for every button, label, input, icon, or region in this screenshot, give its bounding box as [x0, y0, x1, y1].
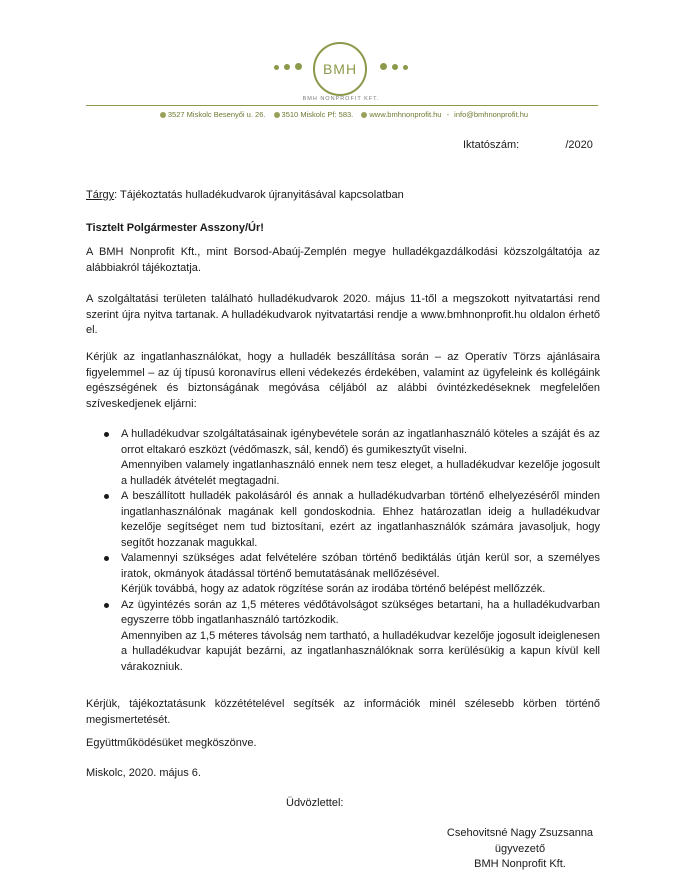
bullet-extra: Amennyiben az 1,5 méteres távolság nem tartható, a hulladékudvar kezelője jogosult ideiglenesen a hulladékudvar kapuját bezárni, az ingatlanhasználóknak sorra kerülésükig a kapun kívül kell várakozniuk. — [121, 629, 600, 673]
logo-dot — [274, 65, 279, 70]
signatory-company: BMH Nonprofit Kft. — [474, 858, 566, 870]
address-postal: 3510 Miskolc Pf: 583. — [281, 110, 354, 119]
subject-text: : Tájékoztatás hulladékudvarok újranyitásával kapcsolatban — [114, 189, 404, 201]
list-item — [86, 427, 600, 489]
website-link[interactable]: www.bmhnonprofit.hu — [369, 110, 442, 119]
date-line: Miskolc, 2020. május 6. — [86, 767, 201, 779]
subject-label: Tárgy — [86, 189, 115, 201]
bullet-main: A beszállított hulladék pakolásáról és annak a hulladékudvarban történő elhelyezéséről minden ingatlanhasználónak magának kell gondoskodnia. Ehhez határozatlan ideig a hulladékudvar kezelője segítséget nem tud biztosítani, ezért az ingatlanhasználók számára javasoljuk, hogy segítőt hozzanak magukkal. — [121, 490, 600, 549]
subject-line — [86, 188, 600, 204]
bullet-icon — [104, 432, 109, 437]
bullet-extra: Kérjük továbbá, hogy az adatok rögzítése során az irodába történő belépést mellőzzék. — [121, 583, 546, 595]
closing-paragraph: Kérjük, tájékoztatásunk közzétételével segítsék az információk minél szélesebb körben történő megismertetését. — [86, 698, 600, 726]
logo-subtitle: BMH NONPROFIT KFT. — [302, 96, 380, 102]
signature-block — [420, 826, 620, 873]
bullet-icon — [104, 556, 109, 561]
list-item — [86, 551, 600, 598]
logo-mark: BMH — [313, 42, 367, 96]
bullet-extra: Amennyiben valamely ingatlanhasználó ennek nem tesz eleget, a hulladékudvar kezelője jogosult a hulladék átvételét megtagadni. — [121, 459, 600, 487]
bullet-main: A hulladékudvar szolgáltatásainak igénybevétele során az ingatlanhasználó köteles a száját és az orrot eltakaró eszközt (védőmaszk, sál, kendő) és gumikesztyűt viselni. — [121, 428, 600, 456]
bullet-main: Valamennyi szükséges adat felvételére szóban történő bediktálás útján kerül sor, a személyes iratok, okmányok átadással történő bemutatásának mellőzésével. — [121, 552, 600, 580]
measures-list — [86, 427, 600, 675]
logo-dot — [380, 63, 387, 70]
logo-dot — [403, 65, 408, 70]
request-paragraph: Kérjük az ingatlanhasználókat, hogy a hulladék beszállítása során – az Operatív Törzs ajánlásaira figyelemmel – az új típusú koronavírus elleni védekezés érdekében, valamint az ügyfeleink és kollégáink egészségének és biztonságának megóvása céljából az alábbi óvintézkedéseknek megfelelően szíveskedjenek eljárni: — [86, 351, 600, 410]
bullet-icon — [104, 494, 109, 499]
reference-label: Iktatószám: — [463, 139, 520, 151]
signatory-name: Csehovitsné Nagy Zsuzsanna — [446, 827, 594, 839]
contact-separator: - — [446, 110, 450, 119]
header-divider — [86, 105, 598, 106]
bullet-icon — [160, 112, 166, 118]
contact-line — [0, 110, 682, 119]
logo-dot — [295, 63, 302, 70]
list-item — [86, 489, 600, 551]
bullet-icon — [104, 603, 109, 608]
list-item — [86, 598, 600, 676]
address-primary: 3527 Miskolc Besenyői u. 26. — [167, 110, 266, 119]
email-link[interactable]: info@bmhnonprofit.hu — [454, 110, 529, 119]
salutation: Tisztelt Polgármester Asszony/Úr! — [86, 222, 264, 234]
bullet-icon — [361, 112, 367, 118]
signatory-title: ügyvezető — [494, 842, 546, 855]
reference-value: /2020 — [565, 139, 593, 151]
bullet-icon — [274, 112, 280, 118]
greeting: Üdvözlettel: — [286, 797, 344, 809]
reference-number — [463, 138, 593, 154]
opening-hours-paragraph: A szolgáltatási területen található hulladékudvarok 2020. május 11-től a megszokott nyitvatartási rend szerint újra nyitva tartanak. A hulladékudvarok nyitvatartási rendje a www.bmhnonprofit.hu oldalon érhető el. — [86, 293, 600, 336]
intro-paragraph: A BMH Nonprofit Kft., mint Borsod-Abaúj-Zemplén megye hulladékgazdálkodási közszolgáltatója az alábbiakról tájékoztatja. — [86, 246, 600, 274]
logo-dot — [284, 64, 290, 70]
bullet-main: Az ügyintézés során az 1,5 méteres védőtávolságot szükséges betartani, ha a hulladékudvarban egyszerre több ingatlanhasználó tartózkodik. — [121, 598, 600, 626]
thanks-line: Együttműködésüket megköszönve. — [86, 737, 257, 749]
logo-dot — [392, 64, 398, 70]
